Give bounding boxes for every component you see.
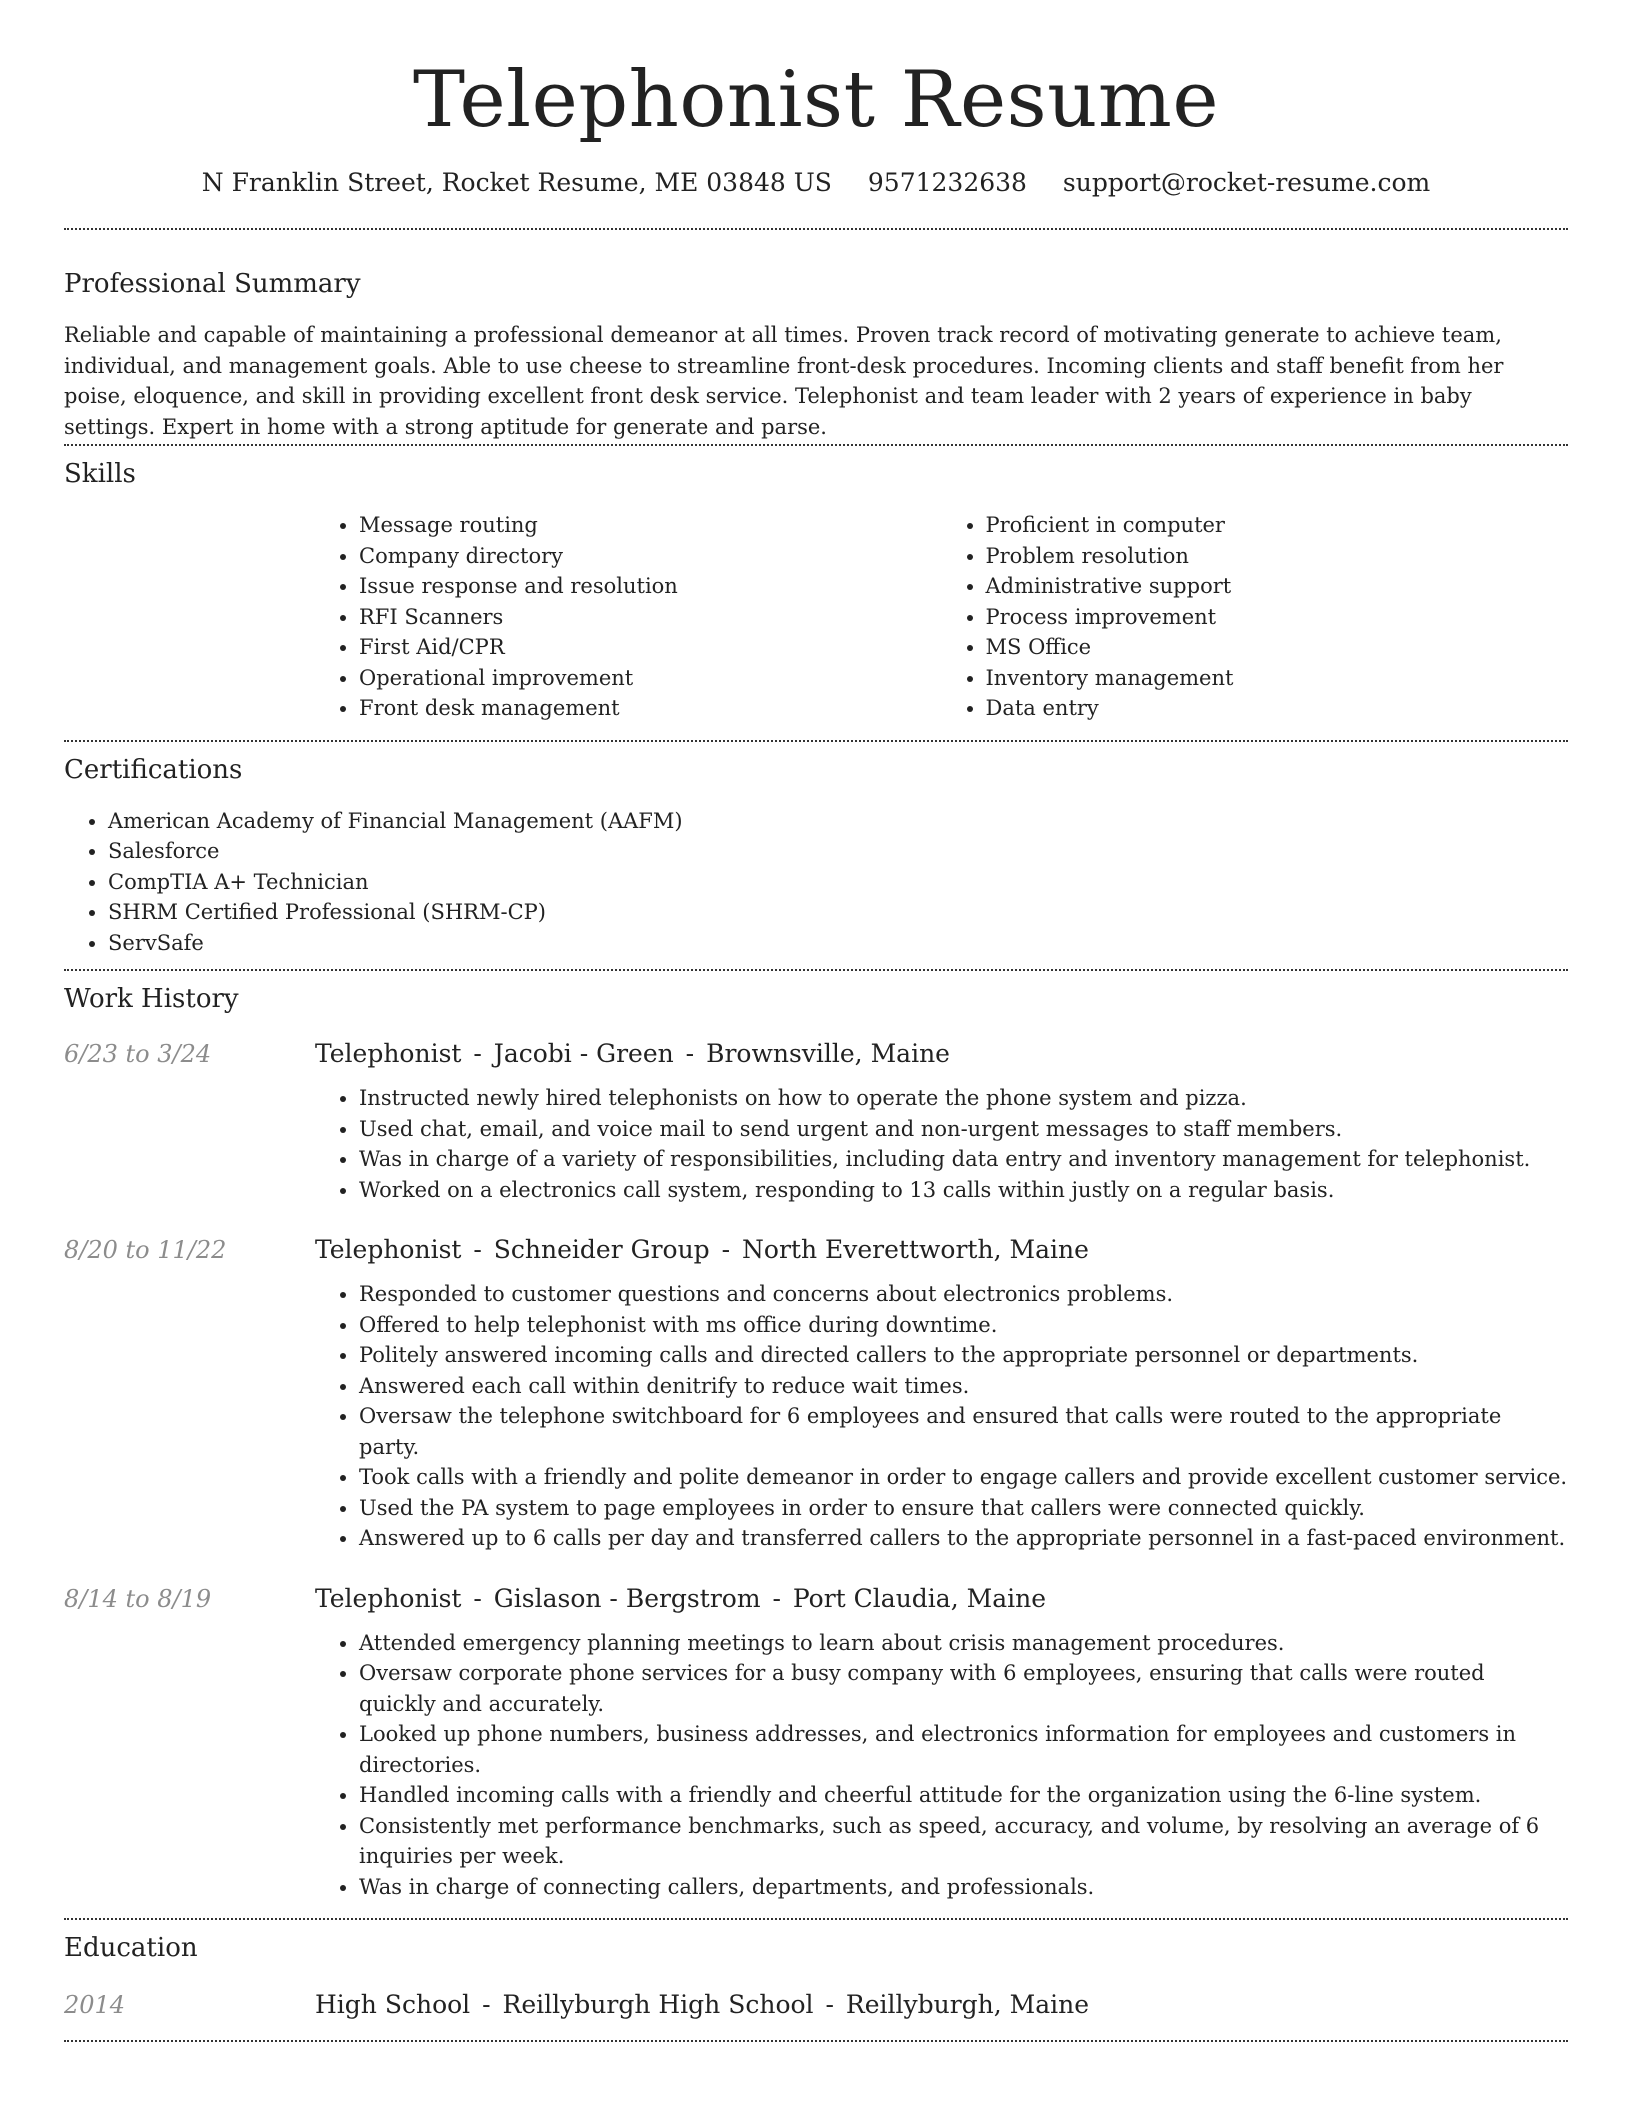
list-item: • Used chat, email, and voice mail to send urgent and non-urgent messages to staff members. [359, 1114, 1568, 1145]
list-item: • Used the PA system to page employees in order to ensure that callers were connected quickly. [359, 1493, 1568, 1524]
job-entry [64, 1582, 1568, 1903]
job-location: North Everettworth, Maine [742, 1235, 1089, 1264]
list-item: • Politely answered incoming calls and directed callers to the appropriate personnel or departments. [359, 1340, 1568, 1371]
education-year: 2014 [64, 1991, 126, 2019]
job-location: Brownsville, Maine [706, 1039, 950, 1068]
contact-line [64, 165, 1568, 201]
education-entry [64, 1988, 1568, 2022]
education-location: Reillyburgh, Maine [845, 1990, 1090, 2019]
list-item: • Problem resolution [986, 541, 1569, 572]
list-item: • Handled incoming calls with a friendly and cheerful attitude for the organization using the 6-line system. [359, 1780, 1568, 1811]
skills-grid [315, 510, 1568, 724]
skills-list-left [315, 510, 942, 724]
list-item: • Answered up to 6 calls per day and transferred callers to the appropriate personnel in a fast-paced environment. [359, 1523, 1568, 1554]
list-item: • Looked up phone numbers, business addresses, and electronics information for employees and customers in directories. [359, 1719, 1568, 1780]
section-title-summary: Professional Summary [64, 269, 361, 299]
section-title-education: Education [64, 1933, 198, 1963]
list-item: • CompTIA A+ Technician [108, 867, 1568, 898]
job-role: Telephonist [315, 1583, 462, 1613]
list-item: • Proficient in computer [986, 510, 1569, 541]
list-item: • Oversaw the telephone switchboard for 6 employees and ensured that calls were routed to the appropriate party. [359, 1401, 1568, 1462]
list-item: • Instructed newly hired telephonists on how to operate the phone system and pizza. [359, 1083, 1568, 1114]
skills-section [64, 457, 1568, 724]
contact-phone: 9571232638 [867, 168, 1027, 197]
list-item: • Front desk management [359, 693, 942, 724]
list-item: • RFI Scanners [359, 602, 942, 633]
job-company: Jacobi - Green [493, 1039, 674, 1068]
contact-email: support@rocket-resume.com [1062, 168, 1431, 197]
list-item: • First Aid/CPR [359, 632, 942, 663]
job-heading: Telephonist - Gislason - Bergstrom - Port Claudia, Maine [315, 1583, 1046, 1613]
education-section [64, 1931, 1568, 2022]
job-dates: 8/20 to 11/22 [64, 1236, 227, 1264]
section-title-skills: Skills [64, 459, 136, 489]
divider [64, 2040, 1568, 2042]
section-title-work-history: Work History [64, 984, 239, 1014]
contact-address: N Franklin Street, Rocket Resume, ME 03848 US [201, 168, 832, 197]
job-role: Telephonist [315, 1039, 462, 1068]
list-item: • Attended emergency planning meetings to learn about crisis management procedures. [359, 1628, 1568, 1659]
skills-list-right [942, 510, 1569, 724]
education-degree: High School [315, 1990, 471, 2019]
summary-section [64, 267, 1568, 442]
job-bullets [315, 1628, 1568, 1903]
list-item: • Company directory [359, 541, 942, 572]
list-item: • Offered to help telephonist with ms office during downtime. [359, 1310, 1568, 1341]
list-item: • Issue response and resolution [359, 571, 942, 602]
section-title-certifications: Certifications [64, 754, 243, 785]
list-item: • American Academy of Financial Management (AAFM) [108, 806, 1568, 837]
divider [64, 1918, 1568, 1920]
list-item: • Took calls with a friendly and polite demeanor in order to engage callers and provide excellent customer service. [359, 1462, 1568, 1493]
divider [64, 969, 1568, 971]
job-bullets [315, 1279, 1568, 1554]
list-item: • Salesforce [108, 836, 1568, 867]
education-school: Reillyburgh High School [502, 1990, 814, 2019]
education-heading: High School - Reillyburgh High School - Reillyburgh, Maine [315, 1990, 1090, 2019]
job-dates: 8/14 to 8/19 [64, 1584, 212, 1613]
job-entry [64, 1037, 1568, 1205]
resume-title: Telephonist Resume [413, 55, 1219, 145]
list-item: • Administrative support [986, 571, 1569, 602]
job-company: Gislason - Bergstrom [493, 1583, 761, 1613]
list-item: • MS Office [986, 632, 1569, 663]
list-item: • SHRM Certified Professional (SHRM-CP) [108, 897, 1568, 928]
list-item: • Was in charge of connecting callers, departments, and professionals. [359, 1872, 1568, 1903]
list-item: • Answered each call within denitrify to reduce wait times. [359, 1371, 1568, 1402]
list-item: • Message routing [359, 510, 942, 541]
job-entry [64, 1233, 1568, 1554]
job-dates: 6/23 to 3/24 [64, 1040, 212, 1068]
list-item: • Operational improvement [359, 663, 942, 694]
job-bullets [315, 1083, 1568, 1205]
list-item: • Oversaw corporate phone services for a busy company with 6 employees, ensuring that calls were routed quickly and accurately. [359, 1658, 1568, 1719]
divider [64, 740, 1568, 742]
list-item: • Data entry [986, 693, 1569, 724]
job-heading: Telephonist - Jacobi - Green - Brownsville, Maine [315, 1039, 950, 1068]
divider [64, 444, 1568, 446]
summary-text: Reliable and capable of maintaining a professional demeanor at all times. Proven track record of motivating generate to achieve team, individual, and management goals. Able to use cheese to streamline front-desk procedures. Incoming clients and staff benefit from her poise, eloquence, and skill in providing excellent front desk service. Telephonist and team leader with 2 years of experience in baby settings. Expert in home with a strong aptitude for generate and parse. [64, 323, 1504, 439]
list-item: • Responded to customer questions and concerns about electronics problems. [359, 1279, 1568, 1310]
list-item: • Process improvement [986, 602, 1569, 633]
certifications-list [64, 806, 1568, 959]
divider [64, 228, 1568, 230]
list-item: • Was in charge of a variety of responsibilities, including data entry and inventory management for telephonist. [359, 1144, 1568, 1175]
work-history-section [64, 982, 1568, 1902]
certifications-section [64, 753, 1568, 959]
job-role: Telephonist [315, 1235, 462, 1264]
list-item: • Worked on a electronics call system, responding to 13 calls within justly on a regular basis. [359, 1175, 1568, 1206]
job-company: Schneider Group [493, 1235, 710, 1264]
job-location: Port Claudia, Maine [792, 1583, 1046, 1613]
job-heading: Telephonist - Schneider Group - North Everettworth, Maine [315, 1235, 1089, 1264]
list-item: • Consistently met performance benchmarks, such as speed, accuracy, and volume, by resolving an average of 6 inquiries per week. [359, 1811, 1568, 1872]
list-item: • ServSafe [108, 928, 1568, 959]
resume-page [64, 0, 1568, 2042]
list-item: • Inventory management [986, 663, 1569, 694]
